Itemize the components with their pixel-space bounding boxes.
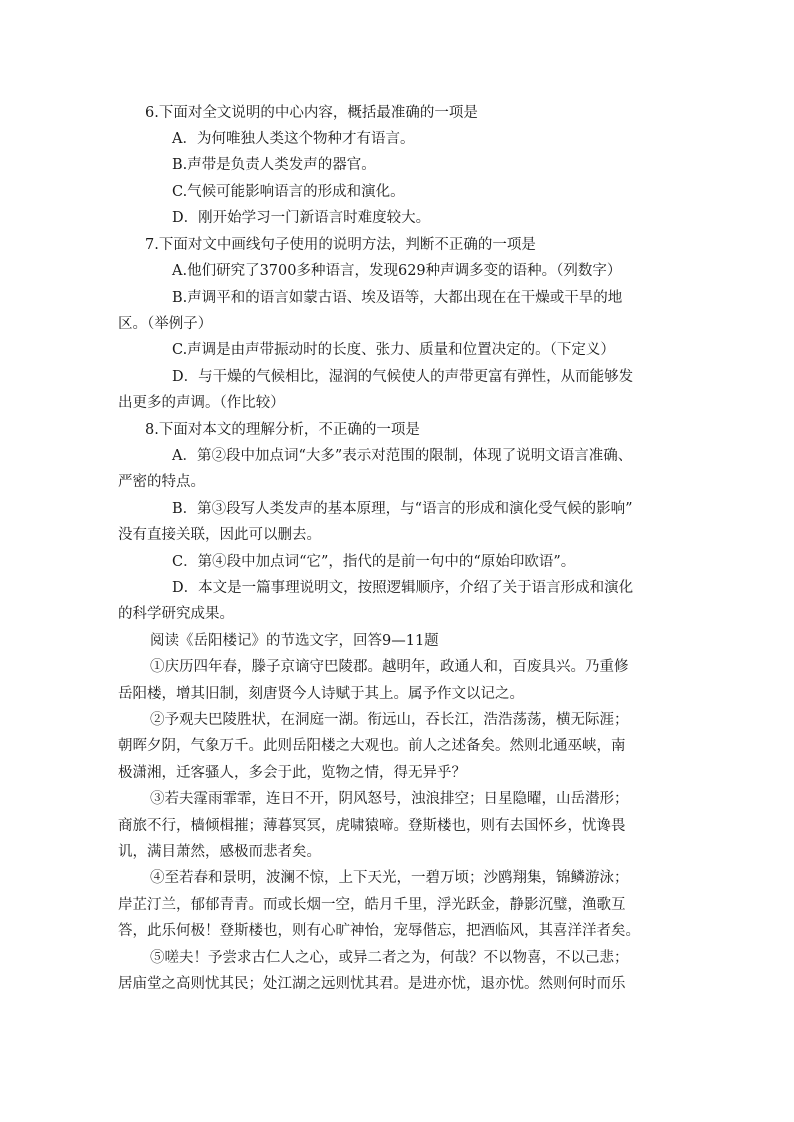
passage-p5-line1: ⑤嗟夫！予尝求古仁人之心，或异二者之为，何哉？不以物喜，不以己悲； — [150, 950, 629, 966]
q8-option-b-line1: B．第③段写人类发声的基本原理，与“语言的形成和演化受气候的影响” — [172, 501, 633, 517]
passage-p4-line2: 岸芷汀兰，郁郁青青。而或长烟一空，皓月千里，浮光跃金，静影沉璧，渔歌互 — [118, 897, 626, 913]
passage-p5-line2: 居庙堂之高则忧其民；处江湖之远则忧其君。是进亦忧，退亦忧。然则何时而乐 — [118, 976, 626, 992]
passage-p2-line1: ②予观夫巴陵胜状，在洞庭一湖。衔远山，吞长江，浩浩荡荡，横无际涯； — [150, 712, 629, 728]
passage-p4-line1: ④至若春和景明，波澜不惊，上下天光，一碧万顷；沙鸥翔集，锦鳞游泳； — [150, 870, 629, 886]
q7-option-b-line2: 区。（举例子） — [118, 316, 213, 332]
passage-p3-line3: 讥，满目萧然，感极而悲者矣。 — [118, 844, 321, 860]
q8-option-a-line2: 严密的特点。 — [118, 474, 205, 490]
q6-option-c: C.气候可能影响语言的形成和演化。 — [172, 184, 405, 200]
q8-stem: 8.下面对本文的理解分析，不正确的一项是 — [145, 422, 420, 438]
q8-option-a-line1: A．第②段中加点词“大多”表示对范围的限制，体现了说明文语言准确、 — [172, 448, 633, 464]
passage-p1-line2: 岳阳楼，增其旧制，刻唐贤今人诗赋于其上。属予作文以记之。 — [118, 686, 524, 702]
q6-option-a: A．为何唯独人类这个物种才有语言。 — [172, 131, 415, 147]
q8-option-c: C．第④段中加点词“它”，指代的是前一句中的“原始印欧语”。 — [172, 554, 576, 570]
q8-option-d-line2: 的科学研究成果。 — [118, 606, 234, 622]
q7-option-d-line2: 出更多的声调。（作比较） — [118, 395, 285, 411]
q8-option-b-line2: 没有直接关联，因此可以删去。 — [118, 527, 321, 543]
q7-option-a: A.他们研究了3700多种语言，发现629种声调多变的语种。（列数字） — [172, 263, 622, 279]
q7-option-d-line1: D．与干燥的气候相比，湿润的气候使人的声带更富有弹性，从而能够发 — [172, 369, 634, 385]
q7-option-b-line1: B.声调平和的语言如蒙古语、埃及语等，大都出现在在干燥或干旱的地 — [172, 290, 623, 306]
reading-intro: 阅读《岳阳楼记》的节选文字，回答9—11题 — [150, 633, 439, 649]
passage-p3-line2: 商旅不行，樯倾楫摧；薄暮冥冥，虎啸猿啼。登斯楼也，则有去国怀乡，忧谗畏 — [118, 818, 626, 834]
passage-p4-line3: 答，此乐何极！登斯楼也，则有心旷神怡，宠辱偕忘，把酒临风，其喜洋洋者矣。 — [118, 923, 640, 939]
q6-stem: 6.下面对全文说明的中心内容，概括最准确的一项是 — [145, 105, 478, 121]
passage-p2-line3: 极潇湘，迁客骚人，多会于此，览物之情，得无异乎？ — [118, 765, 466, 781]
q6-option-d: D．刚开始学习一门新语言时难度较大。 — [172, 210, 431, 226]
q6-option-b: B.声带是负责人类发声的器官。 — [172, 157, 376, 173]
q7-option-c: C.声调是由声带振动时的长度、张力、质量和位置决定的。（下定义） — [172, 342, 615, 358]
passage-p2-line2: 朝晖夕阴，气象万千。此则岳阳楼之大观也。前人之述备矣。然则北通巫峡，南 — [118, 738, 626, 754]
passage-p3-line1: ③若夫霪雨霏霏，连日不开，阴风怒号，浊浪排空；日星隐曜，山岳潜形； — [150, 791, 629, 807]
passage-p1-line1: ①庆历四年春，滕子京谪守巴陵郡。越明年，政通人和，百废具兴。乃重修 — [150, 659, 629, 675]
q8-option-d-line1: D．本文是一篇事理说明文，按照逻辑顺序，介绍了关于语言形成和演化 — [172, 580, 634, 596]
q7-stem: 7.下面对文中画线句子使用的说明方法，判断不正确的一项是 — [145, 237, 536, 253]
